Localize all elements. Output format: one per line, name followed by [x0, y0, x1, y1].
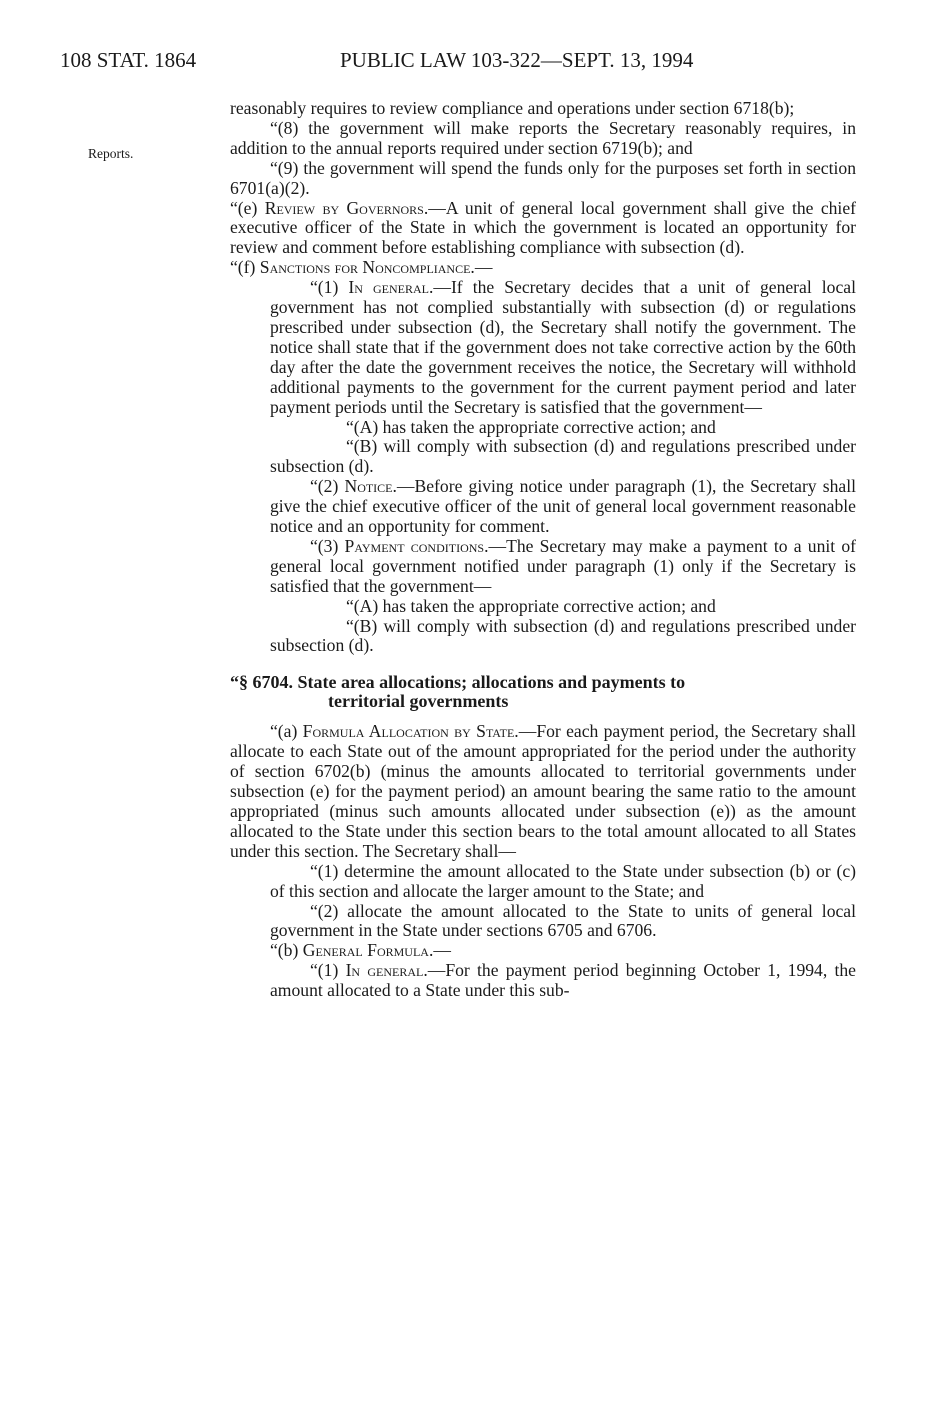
subsection-b-designator: “(b) — [270, 940, 299, 961]
public-law-title: PUBLIC LAW 103-322—SEPT. 13, 1994 — [340, 48, 694, 72]
paragraph-f-3 — [230, 537, 856, 597]
subparagraph-f-3-a: “(A) has taken the appropriate corrective action; and — [346, 595, 716, 616]
statute-page-number: 108 STAT. 1864 — [60, 48, 197, 72]
paragraph-9: “(9) the government will spend the funds only for the purposes set forth in section 6701(a)(2). — [230, 157, 856, 198]
subsection-a — [230, 722, 856, 861]
paragraph-f-2 — [230, 477, 856, 537]
section-heading-line-1: “§ 6704. State area allocations; allocations and payments to — [230, 672, 686, 693]
paragraph-b-1 — [230, 961, 856, 1001]
statute-body — [230, 99, 856, 1001]
margin-note-reports: Reports. — [88, 146, 134, 161]
subsection-f-designator: “(f) — [230, 257, 256, 278]
page-header — [60, 48, 900, 78]
paragraph-f-3-designator: “(3) — [310, 535, 339, 556]
paragraph-a-2: “(2) allocate the amount allocated to the State to units of general local government in the State under sections 6705 and 6706. — [270, 900, 856, 941]
section-heading-line-2: territorial governments — [328, 691, 509, 712]
subsection-e-text: —A unit of general local government shall give the chief executive officer of the State in which the government is located an opportunity for review and comment before establishing compliance with subsection (d). — [230, 197, 856, 258]
paragraph-f-2-designator: “(2) — [310, 476, 339, 497]
subsection-a-text: —For each payment period, the Secretary shall allocate to each State out of the amount appropriated for the period under the authority of section 6702(b) (minus the amounts allocated to territorial governments under subsection (e) for the payment period) an amount bearing the same ratio to the amount appropriated (minus such amounts allocated under subsection (e)) as the amount allocated to the State under this section bears to the total amount allocated to all States under this section. The Secretary shall— — [230, 721, 856, 861]
paragraph-f-2-heading: Notice. — [344, 476, 397, 497]
paragraph-b-1-text: —For the payment period beginning October 1, 1994, the amount allocated to a State under this sub- — [270, 960, 856, 1001]
subsection-b — [230, 941, 856, 961]
paragraph-a-1: “(1) determine the amount allocated to the State under subsection (b) or (c) of this section and allocate the larger amount to the State; and — [270, 860, 856, 901]
subparagraph-f-1-b: “(B) will comply with subsection (d) and regulations prescribed under subsection (d). — [270, 436, 856, 477]
paragraph-f-1-text: —If the Secretary decides that a unit of general local government has not complied substantially with subsection (d) or regulations prescribed under subsection (d), the Secretary shall notify the government. The notice shall state that if the government does not take corrective action by the 60th day after the date the government receives the notice, the Secretary will withhold additional payments to the government for the current payment period and later payment periods until the Secretary is satisfied that the government— — [270, 277, 856, 417]
paragraph-f-3-heading: Payment conditions. — [344, 535, 489, 556]
paragraph-f-3-text: —The Secretary may make a payment to a unit of general local government notified under paragraph (1) only if the Secretary is satisfied that the government— — [270, 535, 857, 596]
paragraph-b-1-heading: In general. — [345, 960, 428, 981]
section-6704-heading — [230, 673, 856, 711]
subsection-f-dash: — — [474, 257, 493, 278]
paragraph-f-1 — [230, 278, 856, 417]
subsection-f — [230, 258, 856, 278]
subsection-b-dash: — — [433, 940, 451, 961]
paragraph-8: “(8) the government will make reports the Secretary reasonably requires, in addition to the annual reports required under section 6719(b); and — [230, 117, 856, 158]
subsection-b-heading: General Formula. — [302, 940, 434, 961]
subsection-a-heading: Formula Allocation by State. — [302, 721, 519, 742]
paragraph-b-1-designator: “(1) — [310, 960, 339, 981]
paragraph-continuation: reasonably requires to review compliance and operations under section 6718(b); — [230, 98, 795, 118]
subsection-e-designator: “(e) — [230, 197, 258, 218]
subparagraph-f-1-a: “(A) has taken the appropriate corrective action; and — [346, 416, 716, 437]
subsection-f-heading: Sanctions for Noncompliance. — [259, 257, 475, 278]
paragraph-f-1-designator: “(1) — [310, 277, 339, 298]
subparagraph-f-3-b: “(B) will comply with subsection (d) and regulations prescribed under subsection (d). — [270, 615, 856, 656]
paragraph-f-1-heading: In general. — [348, 277, 434, 298]
paragraph-f-2-text: —Before giving notice under paragraph (1), the Secretary shall give the chief executive officer of the unit of general local government reasonable notice and an opportunity for comment. — [270, 476, 856, 537]
subsection-a-designator: “(a) — [270, 721, 298, 742]
subsection-e-heading: Review by Governors. — [264, 197, 429, 218]
subsection-e — [230, 199, 856, 259]
